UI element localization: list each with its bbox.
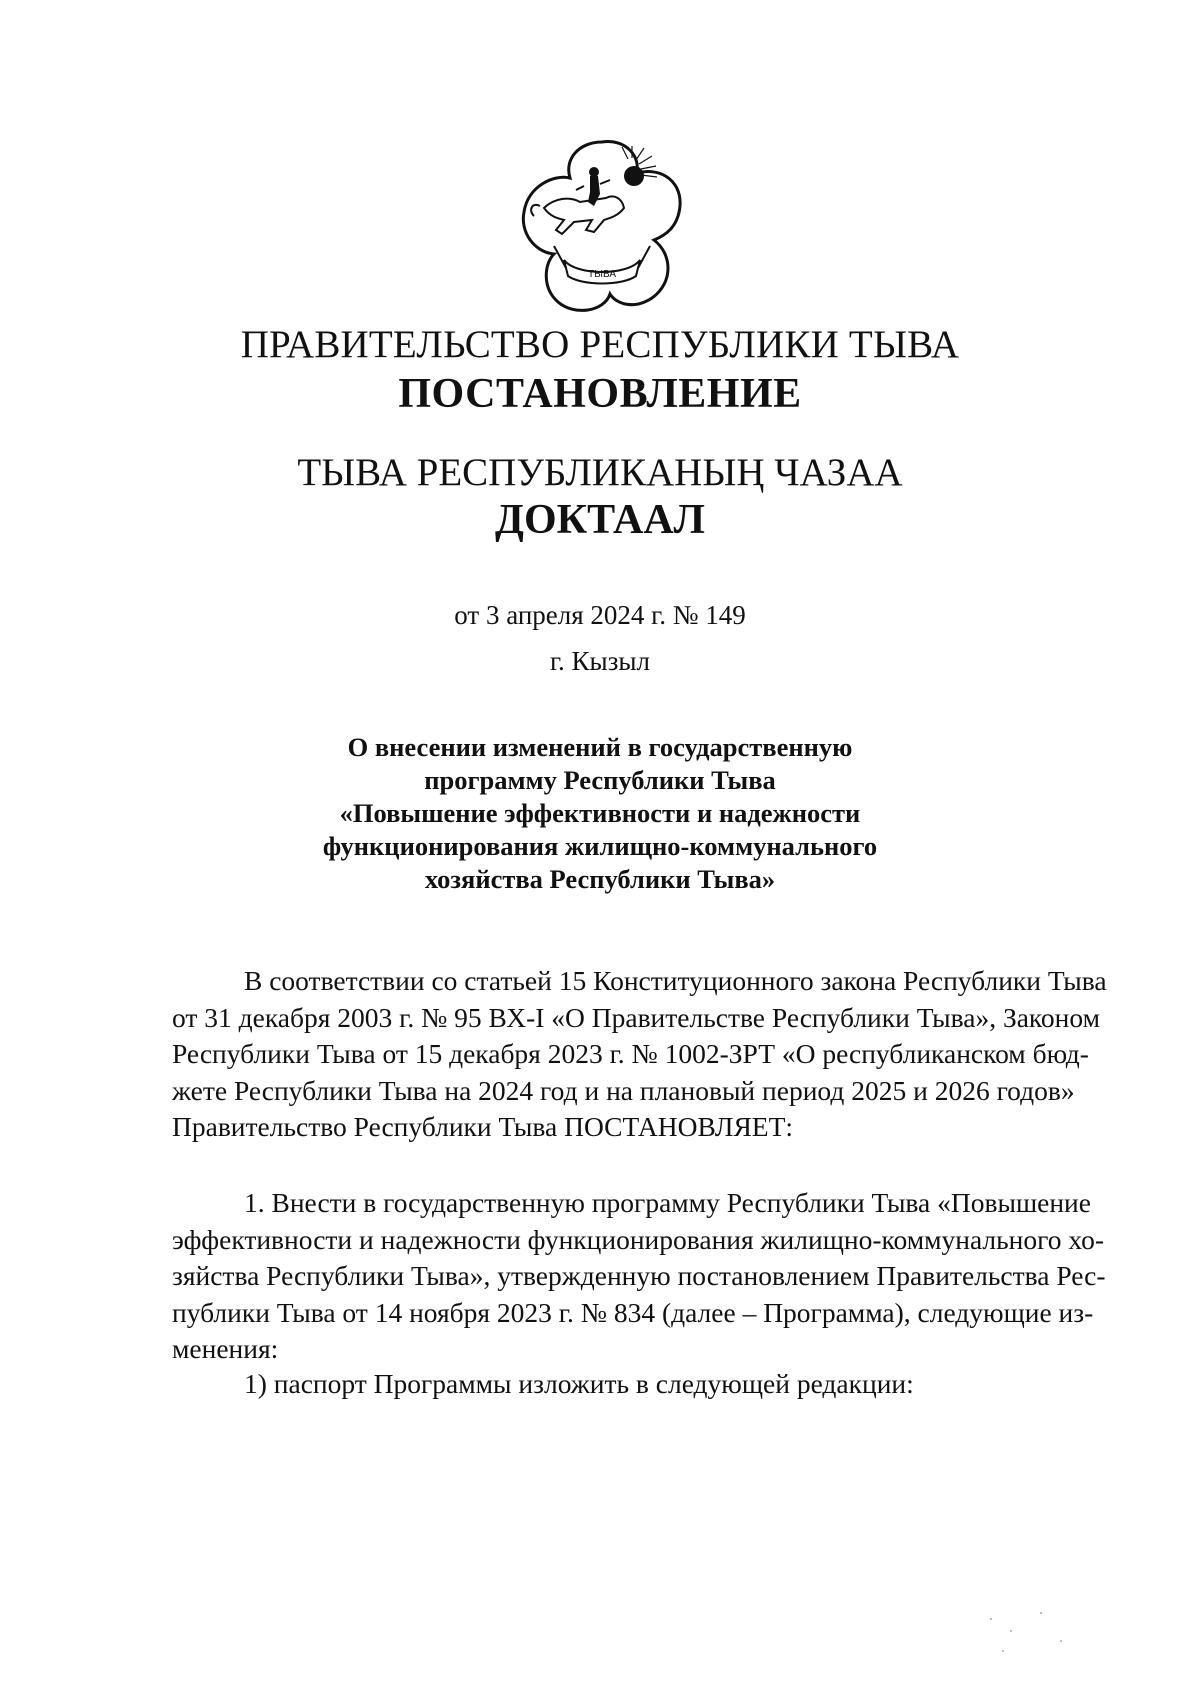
text-line: 1. Внести в государственную программу Республики Тыва «Повышение [244, 1187, 1091, 1218]
scan-speck [990, 1618, 992, 1620]
subject-line: функционирования жилищно-коммунального [322, 831, 878, 861]
subject-line: программу Республики Тыва [424, 765, 776, 795]
emblem-text: ТЫВА [588, 269, 616, 280]
paragraph-preamble [172, 963, 1107, 1146]
paragraph-item-1 [172, 1185, 1106, 1368]
document-type-tyvan: ДОКТААЛ [495, 497, 705, 543]
scan-speck [1010, 1630, 1012, 1632]
text-line: от 31 декабря 2003 г. № 95 ВХ-I «О Правительстве Республики Тыва», Законом [172, 1001, 1100, 1033]
document-type: ПОСТАНОВЛЕНИЕ [398, 371, 802, 417]
document-subject [300, 731, 900, 896]
government-title-tyvan: ТЫВА РЕСПУБЛИКАНЫҢ ЧАЗАА [297, 451, 903, 494]
text-line: Республики Тыва от 15 декабря 2023 г. № 1002-ЗРТ «О республиканском бюд- [172, 1038, 1089, 1069]
text-line: 1) паспорт Программы изложить в следующей редакции: [244, 1368, 914, 1399]
government-title: ПРАВИТЕЛЬСТВО РЕСПУБЛИКИ ТЫВА [240, 323, 960, 366]
subject-line: хозяйства Республики Тыва» [424, 864, 776, 894]
scan-speck [1040, 1612, 1042, 1614]
coat-of-arms-emblem [514, 136, 690, 316]
paragraph-subitem-1 [172, 1366, 1072, 1403]
text-line: эффективности и надежности функционирования жилищно-коммунального хо- [172, 1223, 1104, 1255]
text-line: менения: [172, 1333, 279, 1364]
subject-line: «Повышение эффективности и надежности [339, 798, 861, 828]
text-line: публики Тыва от 14 ноября 2023 г. № 834 (далее – Программа), следующие из- [172, 1296, 1094, 1328]
text-line: В соответствии со статьей 15 Конституционного закона Республики Тыва [244, 965, 1107, 996]
date-and-number: от 3 апреля 2024 г. № 149 [454, 600, 746, 630]
text-line: Правительство Республики Тыва ПОСТАНОВЛЯЕТ: [172, 1111, 794, 1142]
scan-speck [1002, 1650, 1004, 1652]
city: г. Кызыл [550, 646, 650, 676]
text-line: зяйства Республики Тыва», утвержденную постановлением Правительства Рес- [172, 1260, 1106, 1291]
text-line: жете Республики Тыва на 2024 год и на плановый период 2025 и 2026 годов» [172, 1074, 1075, 1106]
scan-speck [1060, 1640, 1062, 1642]
subject-line: О внесении изменений в государственную [347, 732, 853, 762]
